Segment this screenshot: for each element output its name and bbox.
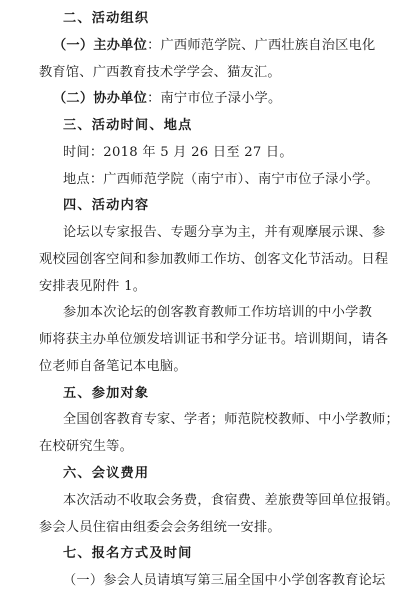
host-unit-text: ：广西师范学院、广西壮族自治区电化 — [147, 37, 376, 53]
paragraph-line: 师将获主办单位颁发培训证书和学分证书。培训期间，请各 — [39, 332, 389, 348]
paragraph-line: 本次活动不收取会务费，食宿费、差旅费等回单位报销。 — [63, 492, 399, 508]
section-heading-time-location: 三、活动时间、地点 — [63, 118, 193, 133]
section-heading-registration: 七、报名方式及时间 — [63, 546, 193, 562]
paragraph-line: 参加本次论坛的创客教育教师工作坊培训的中小学教 — [63, 305, 373, 321]
paragraph-line: 位老师自备笔记本电脑。 — [39, 358, 187, 374]
section-heading-fees: 六、会议费用 — [63, 466, 150, 481]
paragraph-line: 安排表见附件 1。 — [39, 278, 147, 294]
paragraph-line: 全国创客教育专家、学者；师范院校教师、中小学教师； — [63, 412, 399, 428]
co-host-unit-line — [53, 90, 409, 108]
host-unit-line — [53, 37, 409, 55]
paragraph-line: （一）参会人员请填写第三届全国中小学创客教育论坛 — [63, 573, 386, 588]
paragraph-line: 参会人员住宿由组委会会务组统一安排。 — [39, 519, 281, 535]
co-host-unit-label: （二）协办单位 — [53, 91, 148, 107]
section-heading-content: 四、活动内容 — [63, 198, 150, 214]
paragraph-line: 论坛以专家报告、专题分享为主，并有观摩展示课、参 — [63, 225, 386, 241]
paragraph-line: 在校研究生等。 — [39, 439, 134, 455]
host-unit-label: （一）主办单位 — [53, 37, 148, 53]
time-line: 时间：2018 年 5 月 26 日至 27 日。 — [63, 144, 293, 160]
co-host-unit-text: ：南宁市位子渌小学。 — [147, 91, 282, 107]
body-line: 教育馆、广西教育技术学学会、猫友汇。 — [39, 64, 281, 80]
section-heading-participants: 五、参加对象 — [63, 385, 150, 401]
paragraph-line: 观校园创客空间和参加教师工作坊、创客文化节活动。日程 — [39, 251, 389, 267]
location-line: 地点：广西师范学院（南宁市）、南宁市位子渌小学。 — [63, 171, 379, 187]
section-heading-organization: 二、活动组织 — [63, 11, 150, 26]
